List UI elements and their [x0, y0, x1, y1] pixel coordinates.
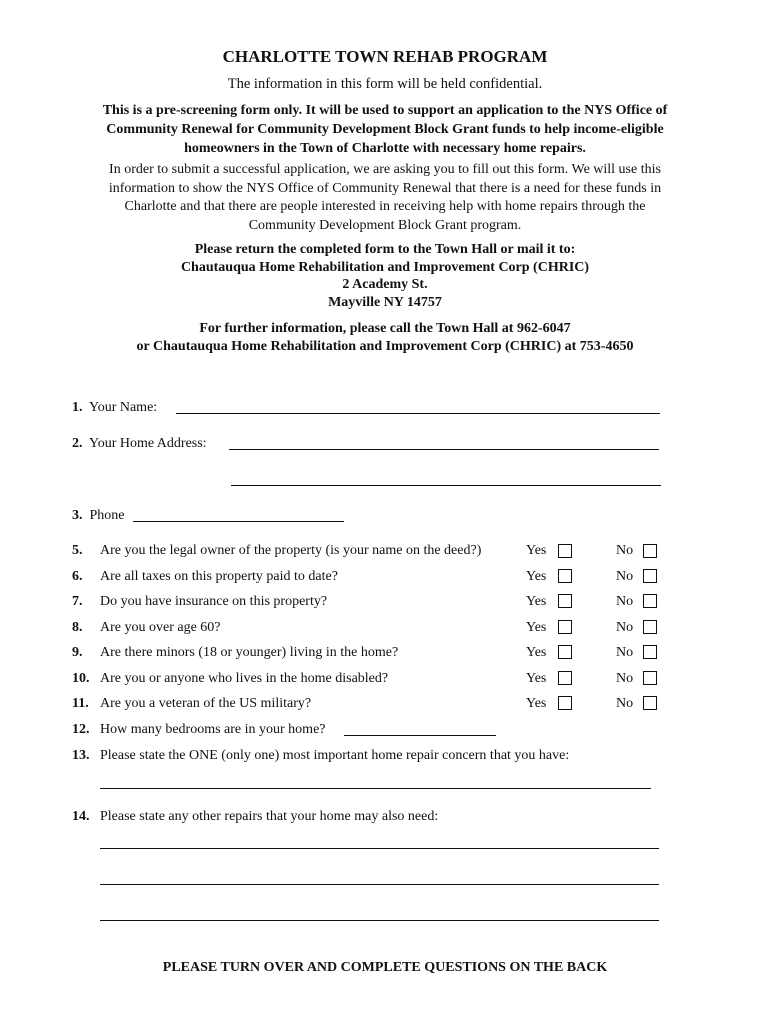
yes-no-question — [72, 594, 328, 610]
intro-paragraph — [40, 161, 730, 235]
intro-bold-line: homeowners in the Town of Charlotte with necessary home repairs. — [184, 141, 586, 156]
main-repair-field[interactable] — [100, 788, 651, 789]
no-label: No — [616, 671, 634, 686]
return-line: 2 Academy St. — [342, 277, 428, 292]
yes-checkbox[interactable] — [558, 696, 572, 710]
yes-checkbox[interactable] — [558, 645, 572, 659]
intro-bold-line: This is a pre-screening form only. It will be used to support an application to the NYS Office of — [102, 103, 668, 118]
no-label: No — [616, 569, 634, 584]
no-checkbox[interactable] — [643, 696, 657, 710]
question-text: Please state any other repairs that your home may also need: — [100, 809, 439, 824]
no-checkbox[interactable] — [643, 569, 657, 583]
phone-field[interactable] — [133, 521, 344, 522]
yes-checkbox[interactable] — [558, 671, 572, 685]
further-info-line: or Chautauqua Home Rehabilitation and Improvement Corp (CHRIC) at 753-4650 — [136, 339, 634, 354]
question-number: 2. — [72, 436, 83, 451]
yes-label: Yes — [526, 543, 547, 558]
yes-no-question — [72, 671, 389, 687]
no-label: No — [616, 620, 634, 635]
question-text: Are you the legal owner of the property (is your name on the deed?) — [100, 543, 482, 558]
yes-checkbox[interactable] — [558, 569, 572, 583]
no-label: No — [616, 594, 634, 609]
question-number: 7. — [72, 594, 83, 609]
confidential-notice: The information in this form will be held confidential. — [227, 76, 543, 92]
main-repair-question — [72, 748, 570, 764]
question-text: Are you over age 60? — [100, 620, 221, 635]
question-text: Please state the ONE (only one) most important home repair concern that you have: — [100, 748, 570, 763]
bedrooms-question — [72, 722, 326, 738]
question-label: Your Home Address: — [88, 436, 207, 451]
question-text: Are you or anyone who lives in the home disabled? — [100, 671, 389, 686]
yes-label: Yes — [526, 671, 547, 686]
intro-line: Charlotte and that there are people interested in receiving help with home repairs through the — [124, 199, 646, 214]
yes-label: Yes — [526, 696, 547, 711]
other-repairs-field-line3[interactable] — [100, 920, 659, 921]
question-number: 3. — [72, 508, 83, 523]
return-line: Please return the completed form to the Town Hall or mail it to: — [194, 242, 576, 257]
yes-checkbox[interactable] — [558, 594, 572, 608]
turn-over-notice: PLEASE TURN OVER AND COMPLETE QUESTIONS ON THE BACK — [162, 960, 608, 975]
question-text: How many bedrooms are in your home? — [100, 722, 326, 737]
question-number: 12. — [72, 722, 90, 737]
bedrooms-field[interactable] — [344, 735, 496, 736]
yes-checkbox[interactable] — [558, 544, 572, 558]
question-label: Your Name: — [88, 400, 158, 415]
yes-label: Yes — [526, 594, 547, 609]
further-info-block — [40, 320, 730, 356]
yes-label: Yes — [526, 645, 547, 660]
question-number: 8. — [72, 620, 83, 635]
question-text: Do you have insurance on this property? — [100, 594, 328, 609]
other-repairs-field-line2[interactable] — [100, 884, 659, 885]
return-line: Chautauqua Home Rehabilitation and Improvement Corp (CHRIC) — [180, 259, 590, 275]
yes-no-question — [72, 645, 399, 661]
question-number: 14. — [72, 809, 90, 824]
no-checkbox[interactable] — [643, 645, 657, 659]
yes-no-question — [72, 620, 221, 636]
question-number: 1. — [72, 400, 83, 415]
no-label: No — [616, 696, 634, 711]
intro-line: In order to submit a successful application, we are asking you to fill out this form. We will use this — [109, 162, 661, 177]
yes-label: Yes — [526, 620, 547, 635]
no-checkbox[interactable] — [643, 594, 657, 608]
intro-bold-line: Community Renewal for Community Development Block Grant funds to help income-eligible — [106, 122, 664, 137]
question-text: Are you a veteran of the US military? — [100, 696, 312, 711]
yes-label: Yes — [526, 569, 547, 584]
no-checkbox[interactable] — [643, 544, 657, 558]
no-label: No — [616, 645, 634, 660]
address-question — [72, 436, 207, 452]
yes-no-question — [72, 569, 338, 585]
intro-line: Community Development Block Grant program. — [248, 217, 522, 233]
question-number: 6. — [72, 569, 83, 584]
page-title: CHARLOTTE TOWN REHAB PROGRAM — [222, 47, 548, 66]
yes-no-question — [72, 696, 312, 712]
name-field[interactable] — [176, 413, 660, 414]
return-address-block — [40, 241, 730, 311]
question-label: Phone — [89, 508, 125, 523]
other-repairs-question — [72, 809, 439, 825]
address-field-line2[interactable] — [231, 485, 661, 486]
question-text: Are there minors (18 or younger) living in the home? — [100, 645, 399, 660]
question-number: 9. — [72, 645, 83, 660]
further-info-line: For further information, please call the Town Hall at 962-6047 — [199, 321, 571, 336]
question-number: 5. — [72, 543, 83, 558]
no-checkbox[interactable] — [643, 671, 657, 685]
no-checkbox[interactable] — [643, 620, 657, 634]
name-question — [72, 400, 157, 416]
yes-no-question — [72, 543, 482, 559]
question-text: Are all taxes on this property paid to date? — [100, 569, 338, 584]
no-label: No — [616, 543, 634, 558]
return-line: Mayville NY 14757 — [328, 294, 442, 310]
other-repairs-field-line1[interactable] — [100, 848, 659, 849]
question-number: 13. — [72, 748, 90, 763]
question-number: 11. — [72, 696, 89, 711]
address-field-line1[interactable] — [229, 449, 659, 450]
question-number: 10. — [72, 671, 90, 686]
phone-question — [72, 508, 125, 524]
intro-line: information to show the NYS Office of Community Renewal that there is a need for these funds in — [108, 180, 662, 196]
intro-bold-paragraph — [40, 101, 730, 158]
yes-checkbox[interactable] — [558, 620, 572, 634]
